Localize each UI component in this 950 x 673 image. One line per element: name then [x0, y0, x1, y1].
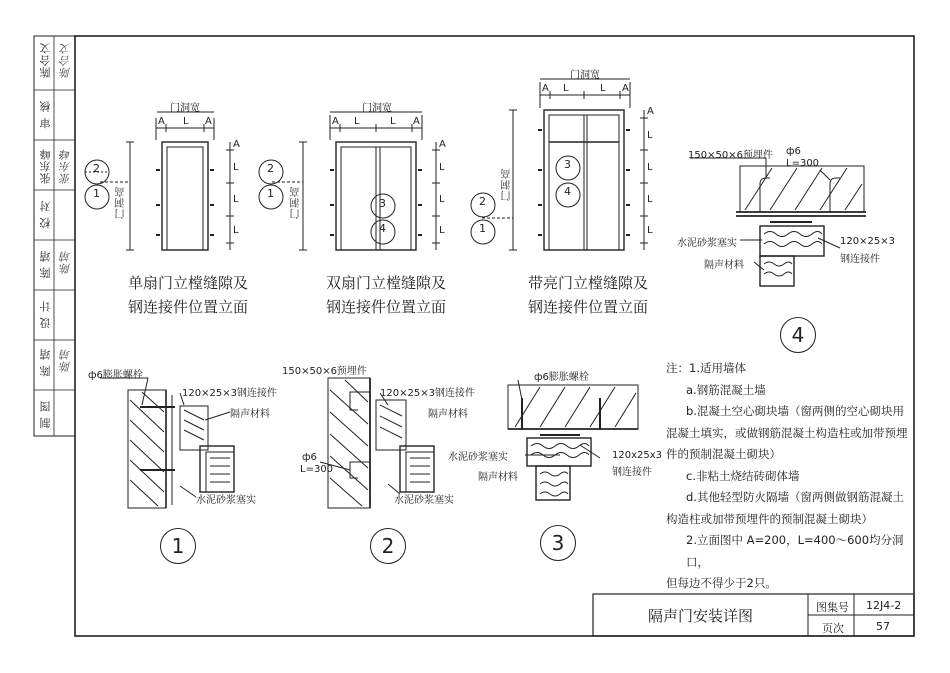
note-line: 2.立面图中 A=200，L=400～600均分洞口， [686, 533, 904, 569]
elev2-dim-a-left: A [332, 116, 339, 127]
elev3-mark-3: 3 [564, 158, 571, 171]
elev1-title-line2: 钢连接件位置立面 [128, 298, 249, 316]
elev1-dim-a-right: A [205, 116, 212, 127]
note-line: d.其他轻型防火隔墙（窗两侧做钢筋混凝土 [686, 490, 904, 504]
elevation-single-door [100, 112, 234, 250]
elevation-double-door [272, 112, 440, 250]
d4-rebar-length-label: L=300 [786, 158, 820, 169]
detail-2-marker: 2 [370, 528, 406, 564]
elev2-height-label: 门洞高 [291, 186, 302, 219]
note-line: 但每边不得少于2只。 [666, 576, 777, 590]
elev2-mark-4: 4 [379, 222, 386, 235]
note-line: c.非粘土烧结砖砌体墙 [686, 468, 800, 483]
elev3-dim-l-4: L [647, 225, 653, 236]
d4-insulation-label: 隔声材料 [704, 260, 744, 271]
elev3-dim-l-3: L [647, 194, 653, 205]
page-value: 57 [876, 620, 890, 633]
elev1-dim-l-2: L [233, 194, 239, 205]
sidebar-top-name: 陈合文 [39, 42, 52, 78]
d3-connector-label: 120x25x3 [612, 450, 663, 461]
elev3-dim-l-2: L [647, 162, 653, 173]
d3-mortar-label: 水泥砂浆塞实 [448, 452, 508, 463]
d2-rebar-label: ф6 [302, 452, 317, 463]
elev3-dim-a-top: A [647, 106, 654, 117]
elev2-mark-2: 2 [267, 162, 274, 175]
elev3-title-line2: 钢连接件位置立面 [528, 298, 649, 316]
sidebar-row3-name: 陈 靖 [39, 250, 52, 279]
sidebar-row4-signature: 陈靖 [59, 348, 72, 372]
detail-3-marker: 3 [540, 525, 576, 561]
d4-mortar-label: 水泥砂浆塞实 [677, 238, 737, 249]
elev2-title-line2: 钢连接件位置立面 [326, 298, 447, 316]
detail-4-marker: 4 [780, 317, 816, 353]
drawing-title: 隔声门安装详图 [648, 607, 754, 625]
d3-bolt-label: ф6膨胀螺栓 [534, 372, 589, 383]
note-line: 混凝土填实，或做钢筋混凝土构造柱或加带预埋 [666, 425, 908, 440]
elev3-width-label: 门洞宽 [570, 70, 600, 81]
d1-insulation-label: 隔声材料 [230, 409, 270, 420]
elev2-dim-l-left: L [354, 116, 360, 127]
elev3-mark-1: 1 [479, 222, 486, 235]
detail-1-marker: 1 [160, 528, 196, 564]
sidebar-row2-name: 张东峰 [39, 148, 52, 184]
d2-mortar-label: 水泥砂浆塞实 [394, 495, 454, 506]
elev3-dim-l-left: L [563, 83, 569, 94]
elev3-title-line1: 带亮门立樘缝隙及 [528, 274, 649, 292]
elev1-dim-l: L [183, 116, 189, 127]
elev1-height-label: 门洞高 [116, 186, 127, 219]
d2-embed-label: 150×50×6预埋件 [282, 366, 367, 377]
elev2-dim-l-right: L [390, 116, 396, 127]
note-line: 构造柱或加带预埋件的预制混凝土砌块） [666, 511, 873, 526]
elev3-dim-l-right: L [600, 83, 606, 94]
elev2-dim-l-1: L [439, 162, 445, 173]
elev1-mark-2: 2 [93, 162, 100, 175]
elev1-dim-l-1: L [233, 162, 239, 173]
sidebar-row3-signature: 陈靖 [59, 250, 72, 274]
elev1-mark-1: 1 [93, 187, 100, 200]
sidebar-row2-role: 审 核 [39, 100, 52, 129]
sidebar-row5-role: 制 图 [39, 400, 52, 429]
elev1-title-line1: 单扇门立樘缝隙及 [128, 274, 249, 292]
elev2-mark-3: 3 [379, 197, 386, 210]
note-line: 件的预制混凝土砌块） [666, 447, 781, 461]
elev2-dim-l-2: L [439, 194, 445, 205]
page-label: 页次 [822, 622, 844, 635]
d1-mortar-label: 水泥砂浆塞实 [196, 495, 256, 506]
elev2-title-line1: 双扇门立樘缝隙及 [326, 274, 447, 292]
elev2-dim-a-top: A [439, 139, 446, 150]
note-line: b.混凝土空心砌块墙（窗两侧的空心砌块用 [686, 404, 904, 418]
d2-connector-label: 120×25×3钢连接件 [380, 388, 475, 399]
elev3-dim-a-left: A [542, 83, 549, 94]
sidebar-row2-signature: 张东峰 [59, 148, 72, 184]
elev3-mark-2: 2 [479, 195, 486, 208]
d2-rebar-length-label: L=300 [300, 464, 334, 475]
elev1-dim-a-top: A [233, 139, 240, 150]
note-line: 注：1.适用墙体 [666, 361, 746, 375]
d4-rebar-label: ф6 [786, 146, 801, 157]
sidebar-row4-name: 陈 靖 [39, 348, 52, 377]
elev1-dim-l-3: L [233, 225, 239, 236]
notes-block [666, 358, 910, 595]
elev2-width-label: 门洞宽 [362, 103, 392, 114]
d4-embed-label: 150×50×6预埋件 [688, 150, 773, 161]
note-line: a.钢筋混凝土墙 [686, 382, 766, 397]
d3-insulation-label: 隔声材料 [478, 472, 518, 483]
elev3-height-label: 门洞高 [502, 168, 513, 201]
elev3-dim-a-right: A [622, 83, 629, 94]
elev3-dim-l-1: L [647, 130, 653, 141]
sidebar-top-signature: 陈合文 [59, 42, 72, 78]
d3-connector-label-2: 钢连接件 [612, 467, 652, 478]
sidebar-row3-role: 校 对 [39, 200, 52, 229]
d1-bolt-label: ф6膨胀螺栓 [88, 370, 143, 381]
elev1-width-label: 门洞宽 [170, 103, 200, 114]
elev3-mark-4: 4 [564, 185, 571, 198]
elev2-mark-1: 1 [267, 187, 274, 200]
d2-insulation-label: 隔声材料 [428, 409, 468, 420]
atlas-label: 图集号 [816, 601, 849, 614]
d4-connector-label-2: 钢连接件 [840, 254, 880, 265]
elev2-dim-a-right: A [413, 116, 420, 127]
d1-connector-label: 120×25×3钢连接件 [182, 388, 277, 399]
atlas-value: 12J4-2 [866, 599, 902, 612]
elev2-dim-l-3: L [439, 225, 445, 236]
elev1-dim-a-left: A [158, 116, 165, 127]
detail-3-section [508, 380, 638, 500]
d4-connector-label: 120×25×3 [840, 236, 895, 247]
sidebar-row4-role: 设 计 [39, 300, 52, 329]
